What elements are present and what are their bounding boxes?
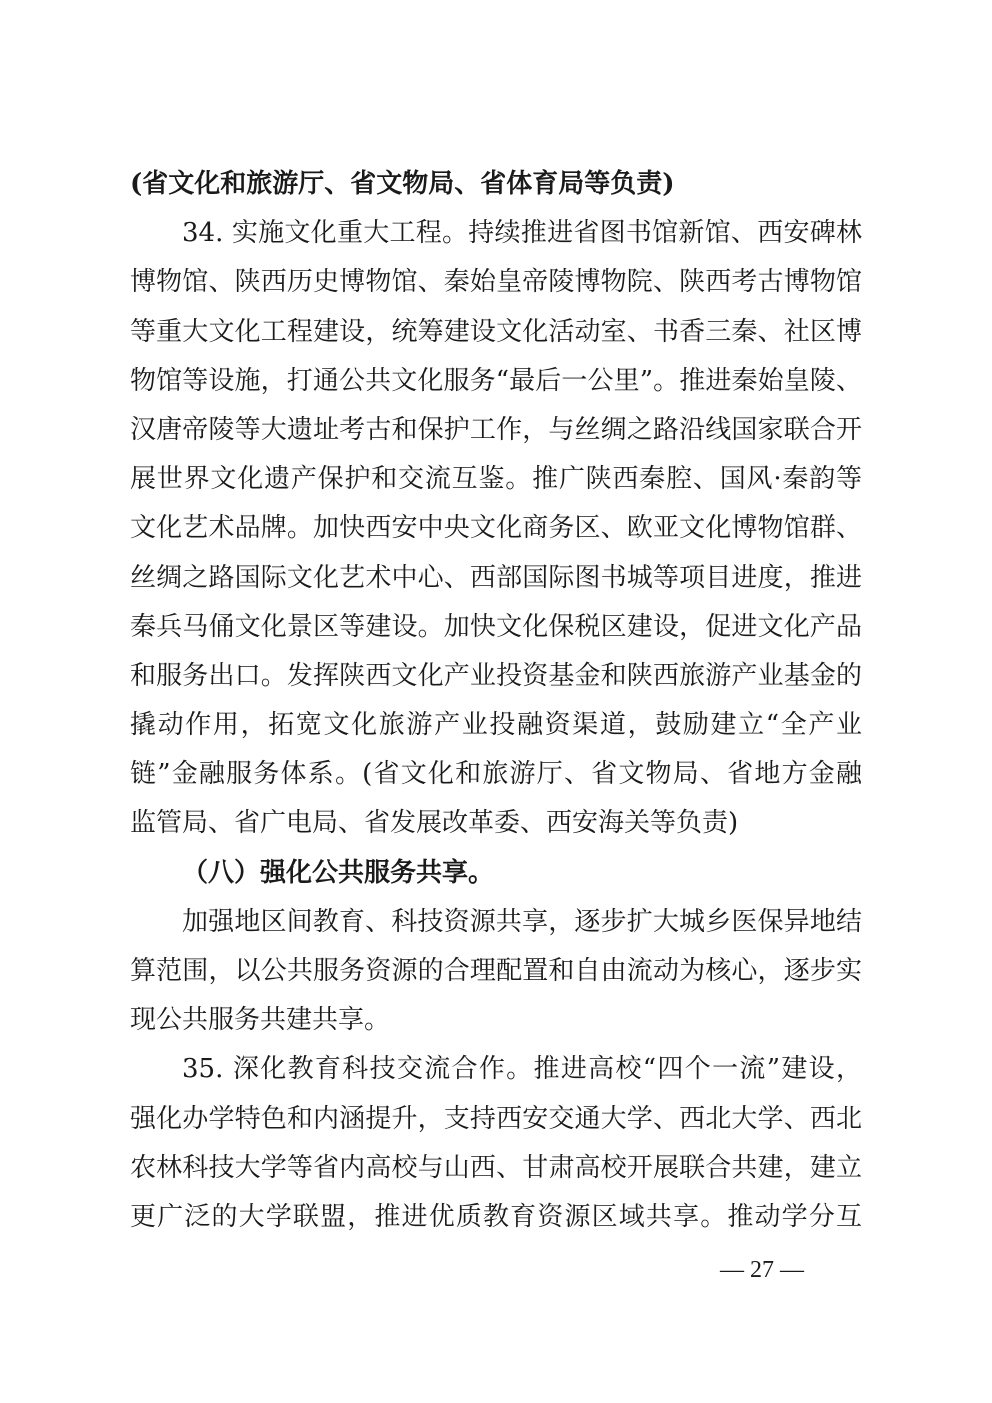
paragraph-line: 更广泛的大学联盟，推进优质教育资源区域共享。推动学分互 <box>130 1201 862 1232</box>
paragraph-line: 撬动作用，拓宽文化旅游产业投融资渠道，鼓励建立“全产业 <box>130 710 862 741</box>
item-34-heading-line: 34. 实施文化重大工程。持续推进省图书馆新馆、西安碑林 <box>182 218 862 249</box>
paragraph-line: 博物馆、陕西历史博物馆、秦始皇帝陵博物院、陕西考古博物馆 <box>130 267 862 298</box>
paragraph-line: 链”金融服务体系。(省文化和旅游厅、省文物局、省地方金融 <box>130 759 862 790</box>
paragraph-line: 物馆等设施，打通公共文化服务“最后一公里”。推进秦始皇陵、 <box>130 365 862 396</box>
paragraph-line: 加强地区间教育、科技资源共享，逐步扩大城乡医保异地结 <box>182 906 862 937</box>
paragraph-line: 和服务出口。发挥陕西文化产业投资基金和陕西旅游产业基金的 <box>130 660 862 691</box>
document-body <box>130 160 862 1242</box>
responsible-departments-line: 监管局、省广电局、省发展改革委、西安海关等负责) <box>130 808 739 839</box>
paragraph-line: 秦兵马俑文化景区等建设。加快文化保税区建设，促进文化产品 <box>130 611 862 642</box>
paragraph-line: 等重大文化工程建设，统筹建设文化活动室、书香三秦、社区博 <box>130 316 862 347</box>
paragraph-line: 现公共服务共建共享。 <box>130 1005 391 1036</box>
section-heading-8: （八）强化公共服务共享。 <box>182 857 495 888</box>
paragraph-line: 文化艺术品牌。加快西安中央文化商务区、欧亚文化博物馆群、 <box>130 513 862 544</box>
item-35-heading-line: 35. 深化教育科技交流合作。推进高校“四个一流”建设， <box>182 1054 862 1085</box>
paragraph-line: 展世界文化遗产保护和交流互鉴。推广陕西秦腔、国风·秦韵等 <box>130 464 862 495</box>
paragraph-line: 强化办学特色和内涵提升，支持西安交通大学、西北大学、西北 <box>130 1103 862 1134</box>
responsible-departments-line: (省文化和旅游厅、省文物局、省体育局等负责) <box>130 169 675 199</box>
paragraph-line: 汉唐帝陵等大遗址考古和保护工作，与丝绸之路沿线国家联合开 <box>130 414 862 445</box>
page-number: — 27 — <box>720 1257 804 1283</box>
paragraph-line: 算范围，以公共服务资源的合理配置和自由流动为核心，逐步实 <box>130 956 862 986</box>
paragraph-line: 丝绸之路国际文化艺术中心、西部国际图书城等项目进度，推进 <box>130 562 862 593</box>
paragraph-line: 农林科技大学等省内高校与山西、甘肃高校开展联合共建，建立 <box>130 1152 862 1183</box>
